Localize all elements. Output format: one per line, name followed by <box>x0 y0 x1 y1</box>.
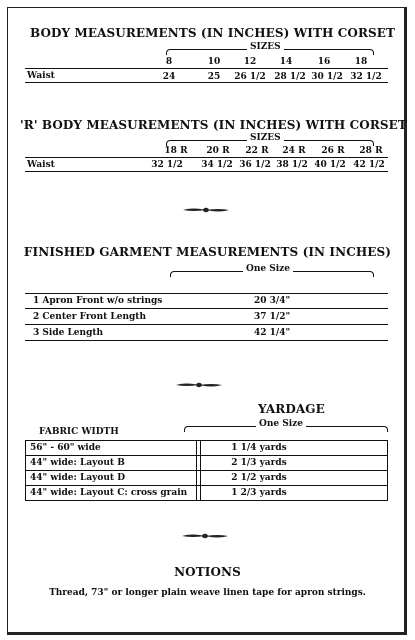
divider <box>25 171 388 172</box>
fabric-width-label: FABRIC WIDTH <box>39 427 119 437</box>
yardage-value: 1 2/3 yards <box>231 488 287 498</box>
size-label: 28 R <box>359 146 383 156</box>
notions-title: NOTIONS <box>174 565 241 579</box>
fabric-width: 44" wide: Layout B <box>30 458 125 468</box>
measurement-value: 20 3/4" <box>254 296 291 306</box>
row-divider <box>25 470 388 471</box>
measurement-label: 2 Center Front Length <box>33 312 146 322</box>
measurement-value: 37 1/2" <box>254 312 291 322</box>
notions-text: Thread, 73" or longer plain weave linen tape for apron strings. <box>49 588 366 598</box>
r-body-title: 'R' BODY MEASUREMENTS (IN INCHES) WITH CORSET <box>20 118 407 132</box>
waist-value: 32 1/2 <box>350 72 382 82</box>
one-size-label: One Size <box>256 419 306 429</box>
fabric-width: 56" - 60" wide <box>30 443 101 453</box>
yardage-value: 2 1/2 yards <box>231 473 287 483</box>
waist-value: 25 <box>207 72 221 82</box>
size-label: 10 <box>207 57 221 67</box>
waist-value: 24 <box>162 72 176 82</box>
size-label: 20 R <box>206 146 230 156</box>
size-label: 24 R <box>282 146 306 156</box>
fabric-width: 44" wide: Layout D <box>30 473 126 483</box>
yardage-value: 1 1/4 yards <box>231 443 287 453</box>
size-label: 22 R <box>245 146 269 156</box>
divider <box>25 68 388 69</box>
body-corset-title: BODY MEASUREMENTS (IN INCHES) WITH CORSET <box>30 26 396 40</box>
waist-label: Waist <box>27 71 55 81</box>
ornament-divider <box>176 382 222 388</box>
one-size-label: One Size <box>243 264 293 274</box>
yardage-title: YARDAGE <box>258 402 325 416</box>
measurement-label: 3 Side Length <box>33 328 104 338</box>
row-divider <box>25 455 388 456</box>
waist-value: 32 1/2 <box>151 160 183 170</box>
size-label: 18 R <box>164 146 188 156</box>
size-label: 26 R <box>321 146 345 156</box>
waist-value: 28 1/2 <box>274 72 306 82</box>
ornament-divider <box>182 533 228 539</box>
waist-value: 40 1/2 <box>314 160 346 170</box>
waist-value: 26 1/2 <box>234 72 266 82</box>
row-divider <box>25 485 388 486</box>
divider <box>25 157 388 158</box>
waist-value: 42 1/2 <box>353 160 385 170</box>
waist-value: 34 1/2 <box>201 160 233 170</box>
divider <box>25 82 388 83</box>
size-label: 16 <box>317 57 331 67</box>
yardage-value: 2 1/3 yards <box>231 458 287 468</box>
waist-value: 38 1/2 <box>276 160 308 170</box>
sizes-label: SIZES <box>247 133 284 143</box>
measurement-value: 42 1/4" <box>254 328 291 338</box>
measurement-label: 1 Apron Front w/o strings <box>33 296 163 306</box>
waist-label: Waist <box>27 160 55 170</box>
fabric-width: 44" wide: Layout C: cross grain <box>30 488 188 498</box>
waist-value: 36 1/2 <box>239 160 271 170</box>
size-label: 18 <box>354 57 368 67</box>
ornament-divider <box>183 207 229 213</box>
waist-value: 30 1/2 <box>311 72 343 82</box>
finished-title: FINISHED GARMENT MEASUREMENTS (IN INCHES) <box>23 245 392 259</box>
size-label: 8 <box>165 57 173 67</box>
sizes-label: SIZES <box>247 42 284 52</box>
size-label: 12 <box>243 57 257 67</box>
size-label: 14 <box>279 57 293 67</box>
